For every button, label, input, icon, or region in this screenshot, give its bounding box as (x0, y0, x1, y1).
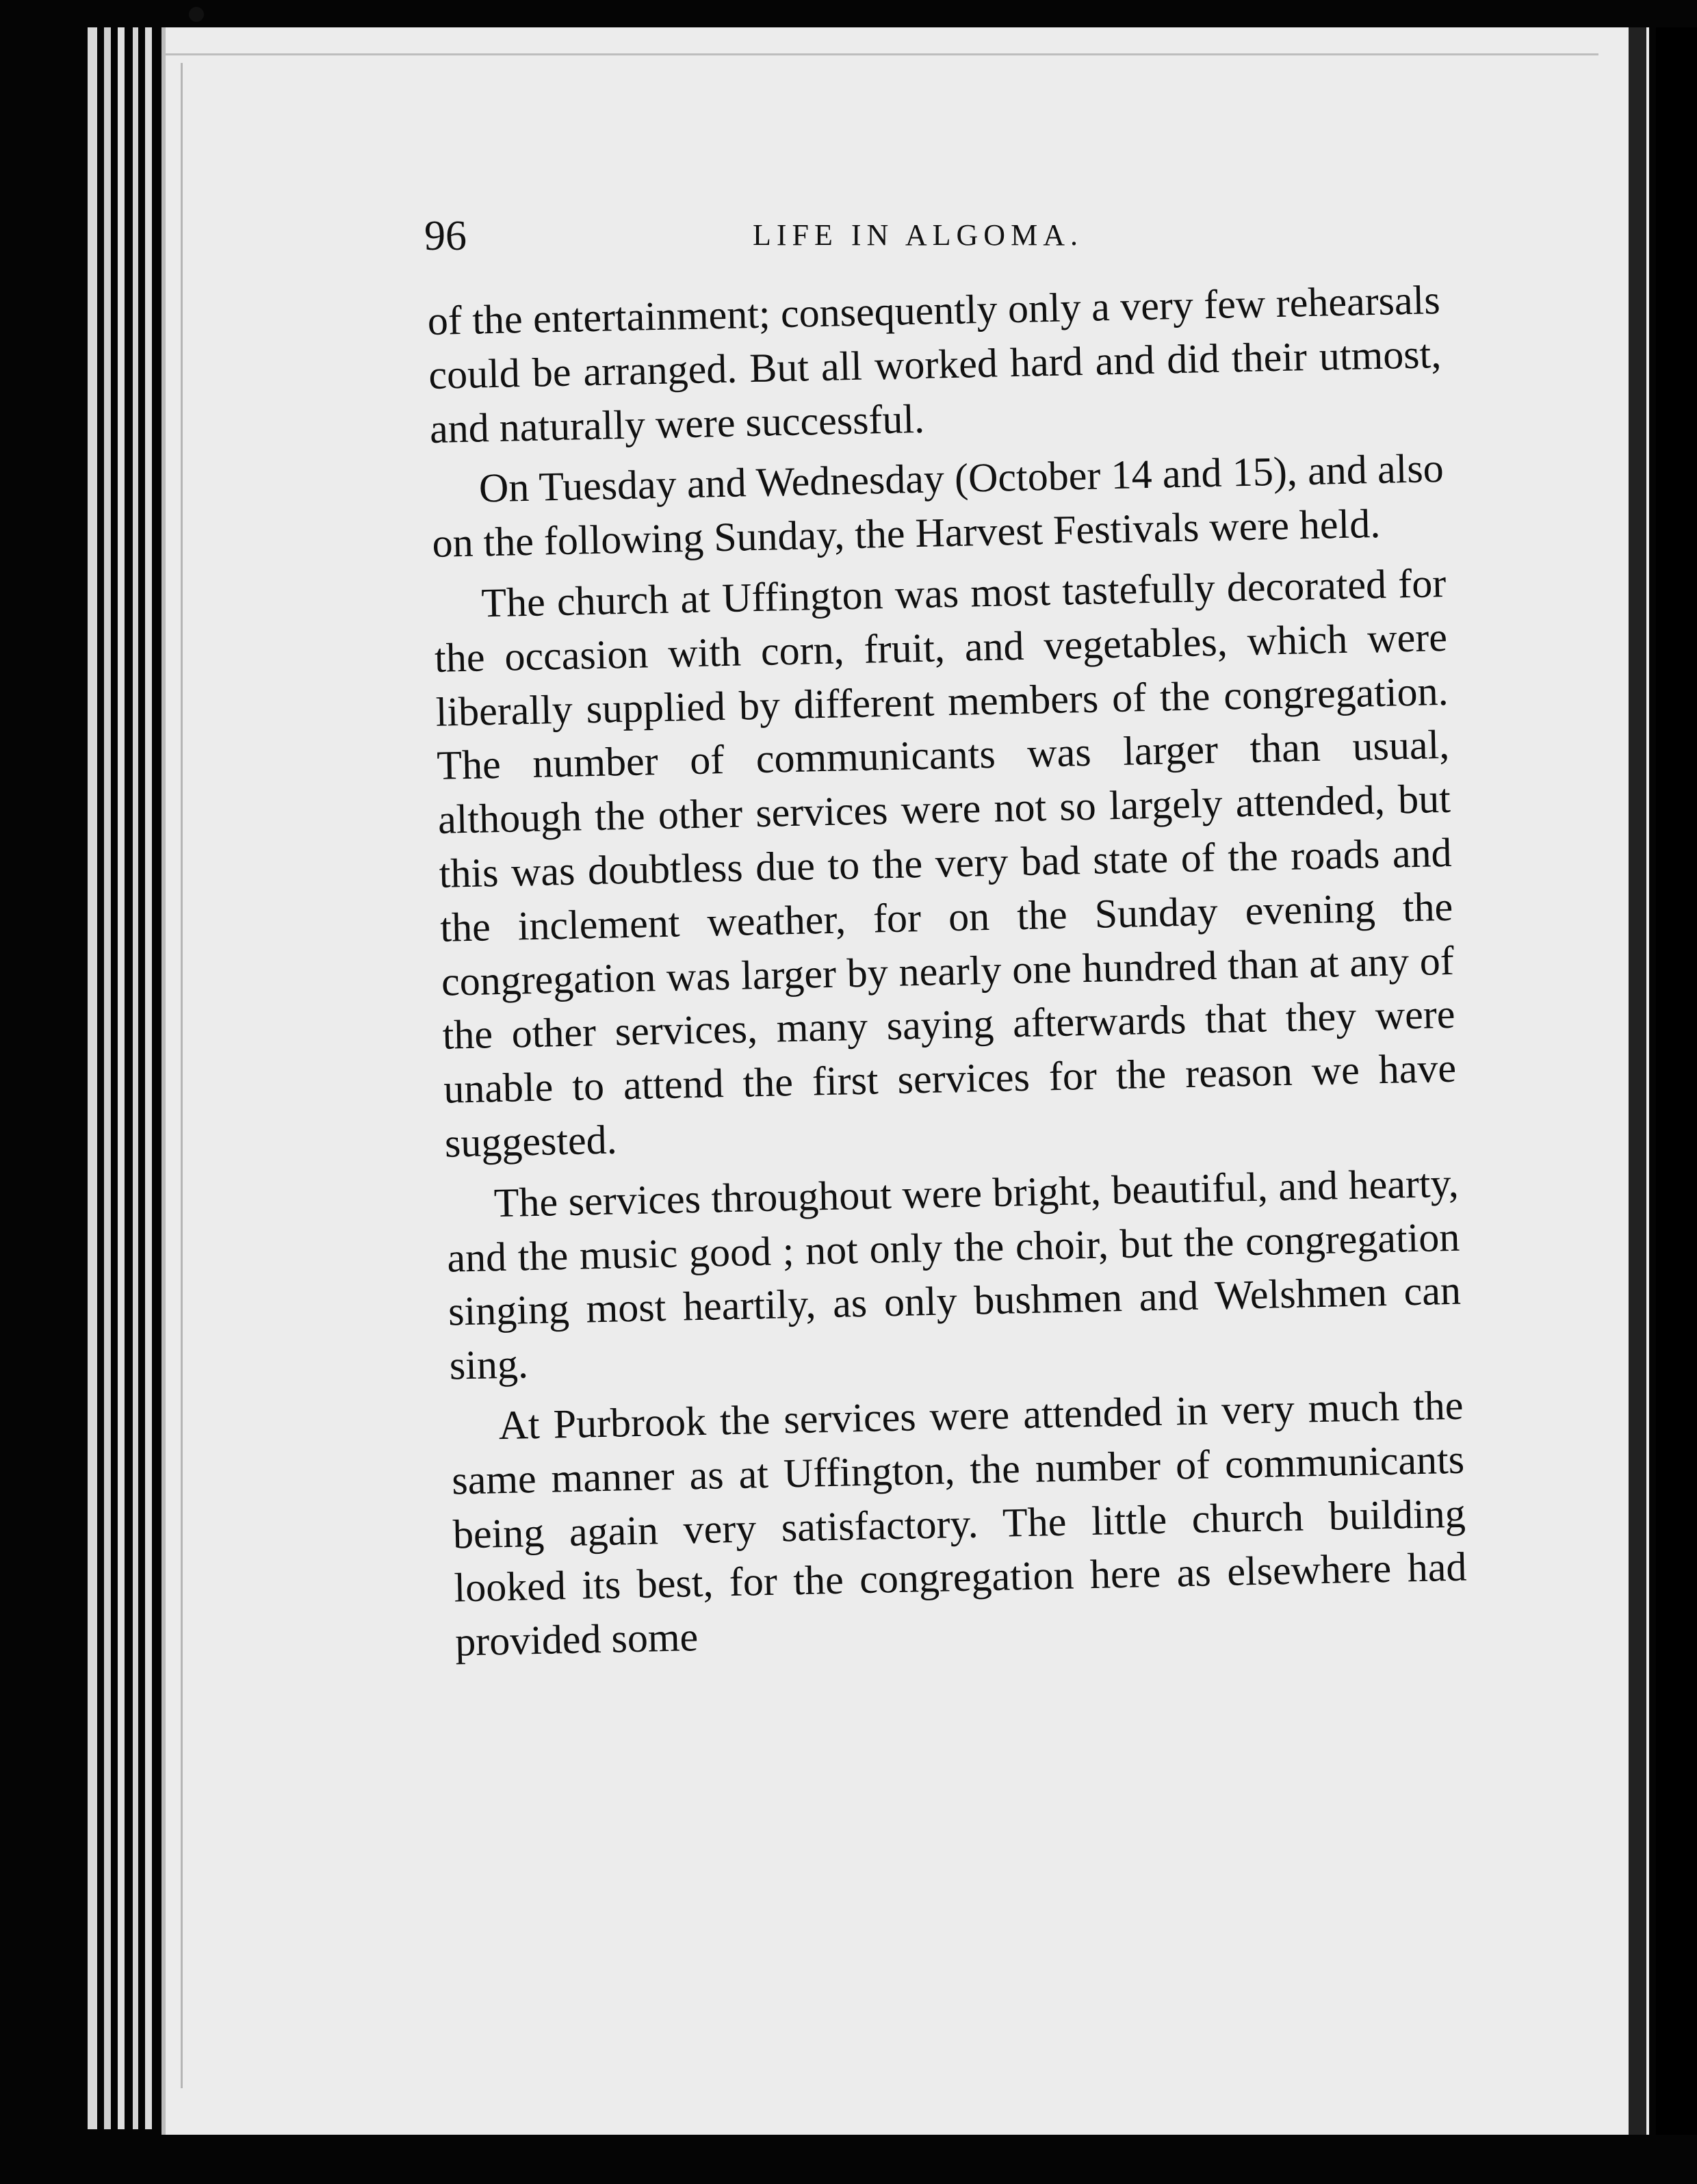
paragraph: At Purbrook the services were attended in very much the same manner as at Uffington, the number of communicants being again very satisfactory. The little church building looked its best, for the congregation here as elsewhere had provided some (451, 1382, 1467, 1665)
page-edge (133, 27, 138, 2129)
paragraph: The services throughout were bright, beautiful, and hearty, and the music good ; not only the choir, but the congregation singing most heartily, as only bushmen and Welshmen can sing. (446, 1160, 1462, 1388)
paragraph: On Tuesday and Wednesday (October 14 and 15), and also on the following Sunday, the Harvest Festivals were held. (431, 445, 1445, 567)
page-number: 96 (424, 213, 467, 259)
page-edge (88, 27, 97, 2129)
page-edge (181, 63, 183, 2088)
scan-mark (189, 7, 204, 22)
paragraph: of the entertainment; consequently only a very few rehearsals could be arranged. But all worked hard and did their utmost, and naturally were successful. (427, 277, 1442, 452)
running-title: LIFE IN ALGOMA. (753, 218, 1083, 252)
paragraph: The church at Uffington was most tastefully decorated for the occasion with corn, fruit, and vegetables, which were liberally supplied by different members of the congregation. The number of communicants was larger than usual, although the other services were not so largely attended, but this was doubtless due to the very bad state of the roads and the inclement weather, for on the Sunday evening the congregation was larger by nearly one hundred than at any of the other services, many saying afterwards that they were unable to attend the first services for the reason we have suggested. (434, 560, 1457, 1166)
page-edge (161, 53, 1598, 55)
gutter-shadow (1656, 27, 1697, 2135)
body-text (427, 273, 1468, 1676)
gutter-shadow (1629, 27, 1646, 2135)
page-edge (145, 27, 152, 2129)
page-edge (118, 27, 125, 2129)
running-head (411, 205, 1437, 267)
page-edge (104, 27, 111, 2129)
